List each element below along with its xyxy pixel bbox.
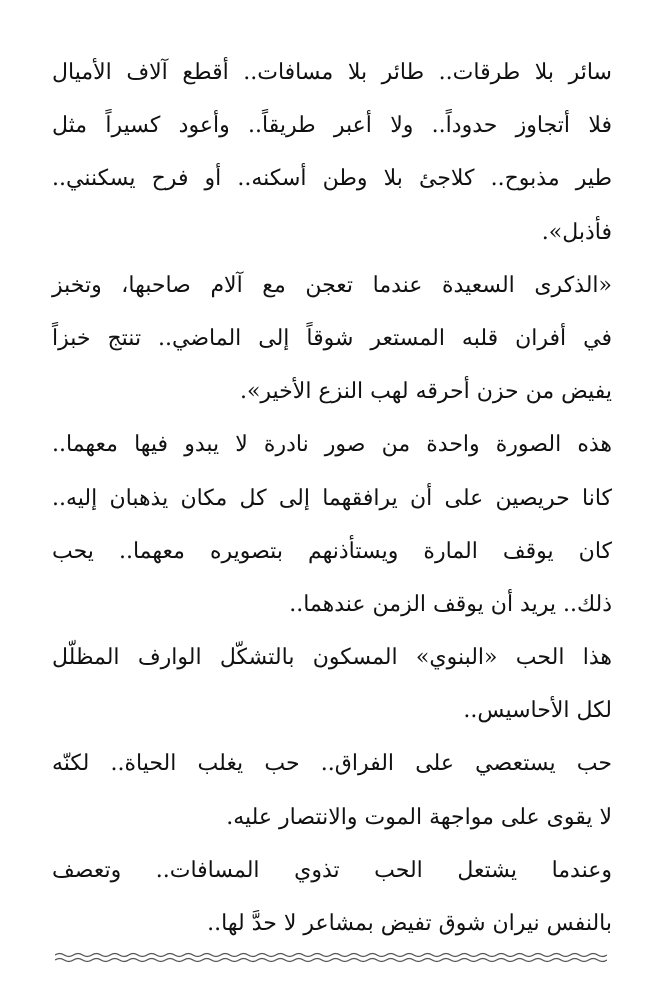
paragraph-5	[52, 737, 612, 843]
text-line: هذا الحب «البنوي» المسكون بالتشكّل الوارف المظلّل	[52, 645, 612, 671]
text-line: ذلك.. يريد أن يوقف الزمن عندهما..	[289, 591, 612, 617]
text-line: بالنفس نيران شوق تفيض بمشاعر لا حدَّ لها..	[207, 911, 612, 936]
paragraph-1	[52, 46, 612, 259]
text-line: وعندما يشتعل الحب تذوي المسافات.. وتعصف	[52, 857, 612, 883]
text-line: «الذكرى السعيدة عندما تعجن مع آلام صاحبها، وتخبز	[52, 272, 612, 298]
text-line: في أفران قلبه المستعر شوقاً إلى الماضي.. تنتج خبزاً	[52, 325, 612, 351]
text-line: كانا حريصين على أن يرافقهما إلى كل مكان يذهبان إليه..	[52, 485, 612, 511]
text-line: لا يقوى على مواجهة الموت والانتصار عليه.	[226, 804, 612, 830]
text-line: فأذبل».	[541, 219, 612, 245]
paragraph-4	[52, 631, 612, 737]
text-line: حب يستعصي على الفراق.. حب يغلب الحياة.. لكنّه	[52, 751, 612, 777]
text-line: طير مذبوح.. كلاجئ بلا وطن أسكنه.. أو فرح يسكنني..	[52, 166, 612, 192]
paragraph-2	[52, 259, 612, 419]
text-line: يفيض من حزن أحرقه لهب النزع الأخير».	[239, 379, 612, 405]
text-line: سائر بلا طرقات.. طائر بلا مسافات.. أقطع آلاف الأميال	[52, 60, 612, 85]
text-line: هذه الصورة واحدة من صور نادرة لا يبدو فيها معهما..	[52, 432, 612, 458]
text-line: فلا أتجاوز حدوداً.. ولا أعبر طريقاً.. وأعود كسيراً مثل	[52, 113, 612, 139]
wavy-divider	[55, 950, 607, 966]
wavy-divider-line-bottom	[55, 959, 607, 962]
wavy-divider-line-top	[55, 954, 607, 957]
text-line: كان يوقف المارة ويستأذنهم بتصويره معهما.. يحب	[52, 538, 612, 564]
paragraph-6	[52, 844, 612, 950]
body-text	[52, 46, 612, 950]
text-line: لكل الأحاسيس..	[463, 698, 612, 724]
paragraph-3	[52, 418, 612, 631]
